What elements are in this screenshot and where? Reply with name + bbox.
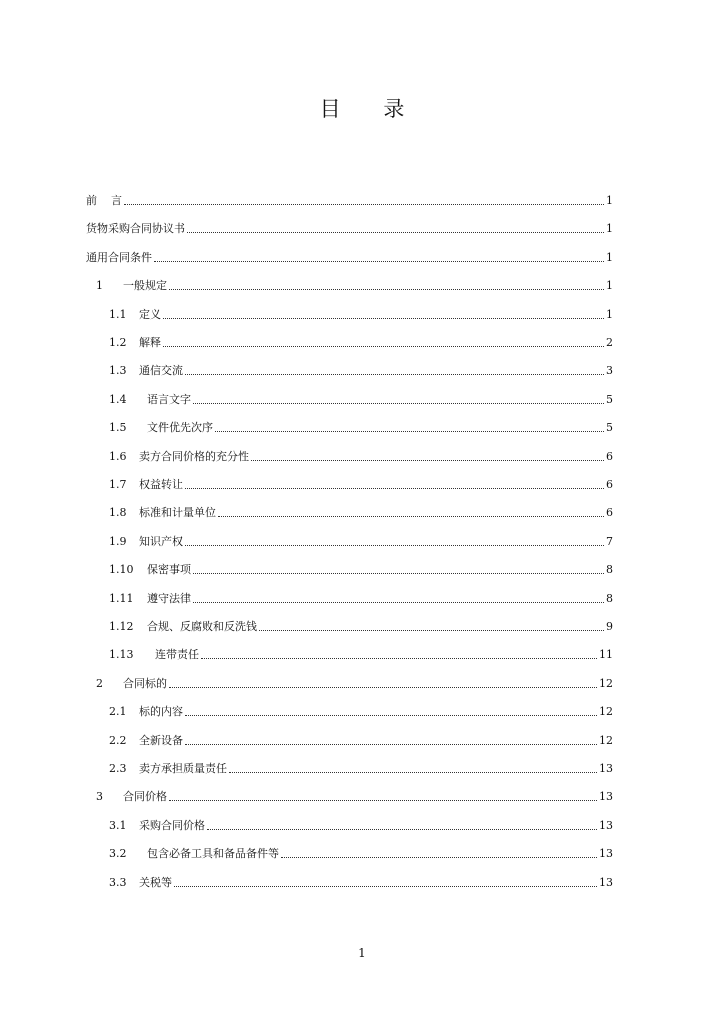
toc-entry-number: 2.2 xyxy=(109,734,127,747)
toc-entry[interactable] xyxy=(109,876,613,890)
toc-entry-page: 13 xyxy=(599,876,613,889)
toc-leader-dots xyxy=(169,687,597,688)
toc-entry[interactable] xyxy=(109,478,613,492)
toc-leader-dots xyxy=(193,403,604,404)
toc-entry[interactable] xyxy=(109,705,613,719)
toc-entry[interactable] xyxy=(109,592,613,606)
toc-entry-number: 1.6 xyxy=(109,450,127,463)
toc-entry[interactable] xyxy=(109,762,613,776)
toc-leader-dots xyxy=(259,630,604,631)
toc-entry[interactable] xyxy=(96,677,613,691)
toc-entry-number: 1.8 xyxy=(109,506,127,519)
toc-entry-page: 13 xyxy=(599,847,613,860)
toc-entry[interactable] xyxy=(96,790,613,804)
toc-entry-label: 知识产权 xyxy=(139,535,183,548)
toc-entry[interactable] xyxy=(109,308,613,322)
toc-leader-dots xyxy=(187,232,604,233)
toc-entry-number: 1.4 xyxy=(109,393,127,406)
toc-entry-label: 包含必备工具和备品备件等 xyxy=(147,847,279,860)
toc-entry-number: 1.2 xyxy=(109,336,127,349)
toc-entry[interactable] xyxy=(109,620,613,634)
toc-entry[interactable] xyxy=(109,364,613,378)
toc-entry-page: 13 xyxy=(599,819,613,832)
toc-leader-dots xyxy=(281,857,597,858)
toc-entry-page: 6 xyxy=(606,506,613,519)
toc-entry-page: 2 xyxy=(606,336,613,349)
toc-entry-number: 1.9 xyxy=(109,535,127,548)
toc-entry-label: 语言文字 xyxy=(147,393,191,406)
toc-entry[interactable] xyxy=(96,279,613,293)
toc-entry-number: 1.5 xyxy=(109,421,127,434)
toc-entry-number: 3 xyxy=(96,790,103,803)
toc-entry[interactable] xyxy=(109,336,613,350)
toc-entry-label: 通用合同条件 xyxy=(86,251,152,264)
toc-entry[interactable] xyxy=(109,563,613,577)
toc-entry[interactable] xyxy=(86,222,613,236)
toc-entry[interactable] xyxy=(109,421,613,435)
toc-entry-number: 1.1 xyxy=(109,308,127,321)
toc-leader-dots xyxy=(163,346,604,347)
toc-entry-label: 一般规定 xyxy=(123,279,167,292)
toc-entry-label: 标准和计量单位 xyxy=(139,506,216,519)
toc-entry[interactable] xyxy=(86,194,613,208)
toc-leader-dots xyxy=(218,516,604,517)
toc-entry-page: 12 xyxy=(599,705,613,718)
toc-leader-dots xyxy=(169,289,604,290)
toc-entry-label: 货物采购合同协议书 xyxy=(86,222,185,235)
toc-leader-dots xyxy=(229,772,597,773)
toc-entry-page: 8 xyxy=(606,563,613,576)
toc-entry-label: 通信交流 xyxy=(139,364,183,377)
toc-entry[interactable] xyxy=(86,251,613,265)
toc-leader-dots xyxy=(174,886,597,887)
toc-entry-page: 1 xyxy=(606,222,613,235)
toc-entry-page: 12 xyxy=(599,677,613,690)
toc-entry-label: 标的内容 xyxy=(139,705,183,718)
toc-leader-dots xyxy=(185,545,604,546)
page-title: 目 录 xyxy=(319,97,423,121)
toc-entry-number: 1.3 xyxy=(109,364,127,377)
toc-leader-dots xyxy=(124,204,604,205)
toc-entry-page: 5 xyxy=(606,421,613,434)
toc-entry[interactable] xyxy=(109,535,613,549)
toc-entry-number: 1.11 xyxy=(109,592,134,605)
toc-entry[interactable] xyxy=(109,506,613,520)
toc-entry-label: 解释 xyxy=(139,336,161,349)
toc-entry-label: 连带责任 xyxy=(155,648,199,661)
toc-entry-number: 2.1 xyxy=(109,705,127,718)
toc-entry[interactable] xyxy=(109,734,613,748)
toc-entry-page: 1 xyxy=(606,279,613,292)
toc-entry-page: 11 xyxy=(599,648,613,661)
toc-leader-dots xyxy=(185,715,597,716)
toc-entry-page: 9 xyxy=(606,620,613,633)
toc-leader-dots xyxy=(185,488,604,489)
toc-leader-dots xyxy=(193,573,604,574)
toc-leader-dots xyxy=(207,829,597,830)
page-number: 1 xyxy=(358,946,366,960)
toc-leader-dots xyxy=(154,261,604,262)
toc-entry[interactable] xyxy=(109,450,613,464)
toc-entry-label: 全新设备 xyxy=(139,734,183,747)
toc-entry-page: 6 xyxy=(606,450,613,463)
toc-entry-number: 2.3 xyxy=(109,762,127,775)
toc-entry-number: 1.12 xyxy=(109,620,134,633)
toc-entry-label: 卖方合同价格的充分性 xyxy=(139,450,249,463)
toc-entry[interactable] xyxy=(109,847,613,861)
toc-entry-page: 1 xyxy=(606,308,613,321)
toc-entry-number: 1.7 xyxy=(109,478,127,491)
toc-entry-number: 1 xyxy=(96,279,103,292)
toc-leader-dots xyxy=(193,602,604,603)
toc-entry-page: 7 xyxy=(606,535,613,548)
toc-entry-page: 12 xyxy=(599,734,613,747)
toc-entry-label: 合同标的 xyxy=(123,677,167,690)
toc-entry-label: 关税等 xyxy=(139,876,172,889)
toc-entry-label: 合同价格 xyxy=(123,790,167,803)
toc-entry-number: 3.3 xyxy=(109,876,127,889)
toc-entry-label: 保密事项 xyxy=(147,563,191,576)
toc-entry-page: 1 xyxy=(606,194,613,207)
toc-entry-label: 合规、反腐败和反洗钱 xyxy=(147,620,257,633)
toc-entry-label: 卖方承担质量责任 xyxy=(139,762,227,775)
toc-entry-page: 13 xyxy=(599,790,613,803)
toc-entry-number: 3.1 xyxy=(109,819,127,832)
toc-entry-page: 6 xyxy=(606,478,613,491)
toc-leader-dots xyxy=(251,460,604,461)
toc-entry-page: 1 xyxy=(606,251,613,264)
toc-entry-page: 3 xyxy=(606,364,613,377)
toc-entry-label: 权益转让 xyxy=(139,478,183,491)
toc-entry-label: 采购合同价格 xyxy=(139,819,205,832)
toc-leader-dots xyxy=(185,374,604,375)
toc-entry-number: 1.10 xyxy=(109,563,134,576)
toc-leader-dots xyxy=(169,800,597,801)
toc-entry-page: 5 xyxy=(606,393,613,406)
toc-entry-label: 前 言 xyxy=(86,194,122,207)
toc-leader-dots xyxy=(163,318,604,319)
toc-entry-page: 8 xyxy=(606,592,613,605)
toc-entry-label: 文件优先次序 xyxy=(147,421,213,434)
toc-entry-number: 3.2 xyxy=(109,847,127,860)
toc-entry[interactable] xyxy=(109,393,613,407)
toc-entry-label: 遵守法律 xyxy=(147,592,191,605)
toc-leader-dots xyxy=(185,744,597,745)
toc-entry[interactable] xyxy=(109,648,613,662)
toc-entry-page: 13 xyxy=(599,762,613,775)
toc-entry-label: 定义 xyxy=(139,308,161,321)
toc-entry[interactable] xyxy=(109,819,613,833)
toc-leader-dots xyxy=(215,431,604,432)
toc-entry-number: 2 xyxy=(96,677,103,690)
toc-entry-number: 1.13 xyxy=(109,648,134,661)
toc-leader-dots xyxy=(201,658,597,659)
